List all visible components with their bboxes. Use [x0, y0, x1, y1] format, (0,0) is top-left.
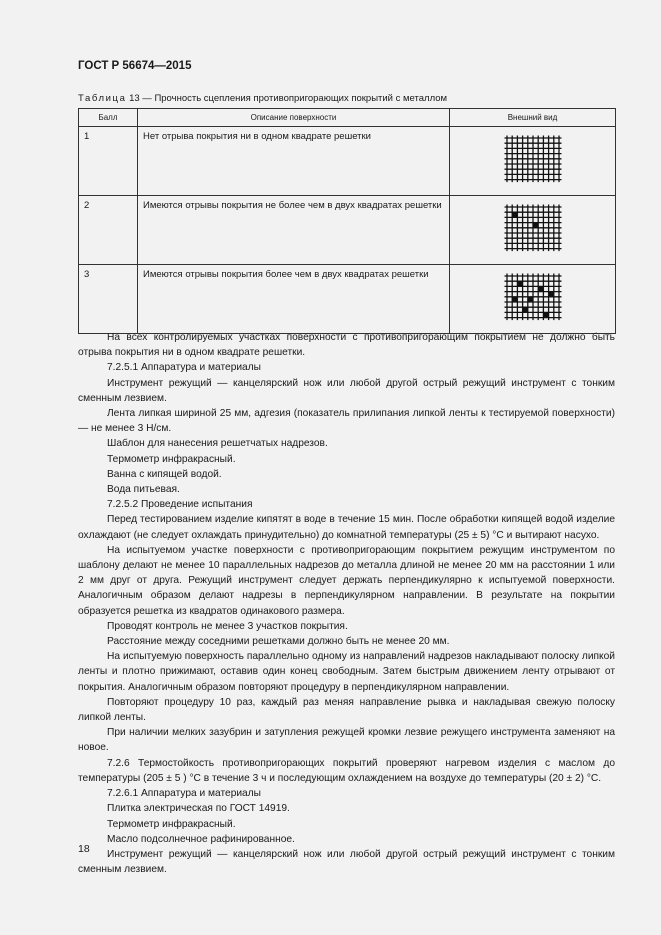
description-cell: Имеются отрывы покрытия более чем в двух квадратах решетки	[138, 265, 450, 334]
table-caption	[78, 93, 447, 104]
paragraph: На испытуемом участке поверхности с противопригорающим покрытием режущим инструментом по шаблону делают не менее 10 параллельных надрезов до металла длиной не менее 20 мм на расстоянии 1 или 2 мм друг от друга. Режущий инструмент следует держать перпендикулярно к испытуемой поверхности. Аналогичным образом делают надрезы в перпендикулярном направлении. В результате на покрытии образуется решетка из квадратов одинакового размера.	[78, 544, 615, 617]
table-row	[79, 127, 616, 196]
paragraph: 7.2.5.1 Аппаратура и материалы	[107, 362, 261, 374]
score-cell: 3	[79, 265, 138, 334]
paragraph: Термометр инфракрасный.	[107, 453, 236, 465]
paragraph: На всех контролируемых участках поверхности с противопригорающим покрытием не должно быть отрыва покрытия ни в одном квадрате решетки.	[78, 332, 615, 359]
table-header-row	[79, 109, 616, 127]
column-header-description: Описание поверхности	[138, 109, 450, 127]
paragraph: Расстояние между соседними решетками должно быть не менее 20 мм.	[107, 636, 450, 648]
column-header-appearance: Внешний вид	[450, 109, 616, 127]
grid-pattern-image	[504, 273, 562, 323]
paragraph: При наличии мелких зазубрин и затупления режущей кромки лезвие режущего инструмента заменяют на новое.	[78, 727, 615, 754]
column-header-score: Балл	[79, 109, 138, 127]
paragraph: Проводят контроль не менее 3 участков покрытия.	[107, 620, 348, 632]
score-cell: 2	[79, 196, 138, 265]
paragraph: Термометр инфракрасный.	[107, 818, 236, 830]
grid-pattern-image	[504, 204, 562, 254]
paragraph: Масло подсолнечное рафинированное.	[107, 833, 295, 845]
paragraph: 7.2.5.2 Проведение испытания	[107, 499, 253, 511]
appearance-cell	[450, 127, 616, 196]
paragraph: Лента липкая шириной 25 мм, адгезия (показатель прилипания липкой ленты к тестируемой поверхности) — не менее 3 Н/см.	[78, 408, 615, 435]
table-caption-label: Таблица	[78, 93, 127, 104]
document-header: ГОСТ Р 56674—2015	[78, 60, 192, 72]
paragraph: Инструмент режущий — канцелярский нож или любой другой острый режущий инструмент с тонким сменным лезвием.	[78, 377, 615, 404]
adhesion-table	[78, 108, 616, 334]
paragraph: Ванна с кипящей водой.	[107, 468, 222, 480]
description-cell: Имеются отрывы покрытия не более чем в двух квадратах решетки	[138, 196, 450, 265]
description-cell: Нет отрыва покрытия ни в одном квадрате решетки	[138, 127, 450, 196]
table-row	[79, 265, 616, 334]
score-cell: 1	[79, 127, 138, 196]
paragraph: 7.2.6.1 Аппаратура и материалы	[107, 788, 261, 800]
grid-pattern-image	[504, 135, 562, 185]
paragraph: Плитка электрическая по ГОСТ 14919.	[107, 803, 290, 815]
table-caption-text: 13 — Прочность сцепления противопригорающих покрытий с металлом	[126, 93, 448, 104]
paragraph: Повторяют процедуру 10 раз, каждый раз меняя направление рывка и накладывая свежую полоску липкой ленты.	[78, 696, 615, 724]
table-row	[79, 196, 616, 265]
paragraph: Шаблон для нанесения решетчатых надрезов.	[107, 438, 328, 450]
paragraph: 7.2.6 Термостойкость противопригорающих покрытий проверяют нагревом изделия с маслом до температуры (205 ± 5 ) °С в течение 3 ч и последующим охлаждением на воздухе до температуры (20 ± 2) °С.	[78, 757, 615, 784]
paragraph: На испытуемую поверхность параллельно одному из направлений надрезов накладывают полоску липкой ленты и плотно прижимают, оставив один конец свободным. Затем быстрым движением ленту отрывают от покрытия. Аналогичным образом повторяют процедуру в перпендикулярном направлении.	[78, 651, 615, 693]
paragraph: Вода питьевая.	[107, 484, 180, 496]
body-text	[78, 330, 615, 877]
paragraph: Перед тестированием изделие кипятят в воде в течение 15 мин. После обработки кипящей водой изделие охлаждают (не следует охлаждать принудительно) до комнатной температуры (25 ± 5) °С и вытирают насухо.	[78, 514, 615, 541]
appearance-cell	[450, 196, 616, 265]
paragraph: Инструмент режущий — канцелярский нож или любой другой острый режущий инструмент с тонким сменным лезвием.	[78, 848, 615, 876]
appearance-cell	[450, 265, 616, 334]
page-number: 18	[78, 843, 90, 855]
